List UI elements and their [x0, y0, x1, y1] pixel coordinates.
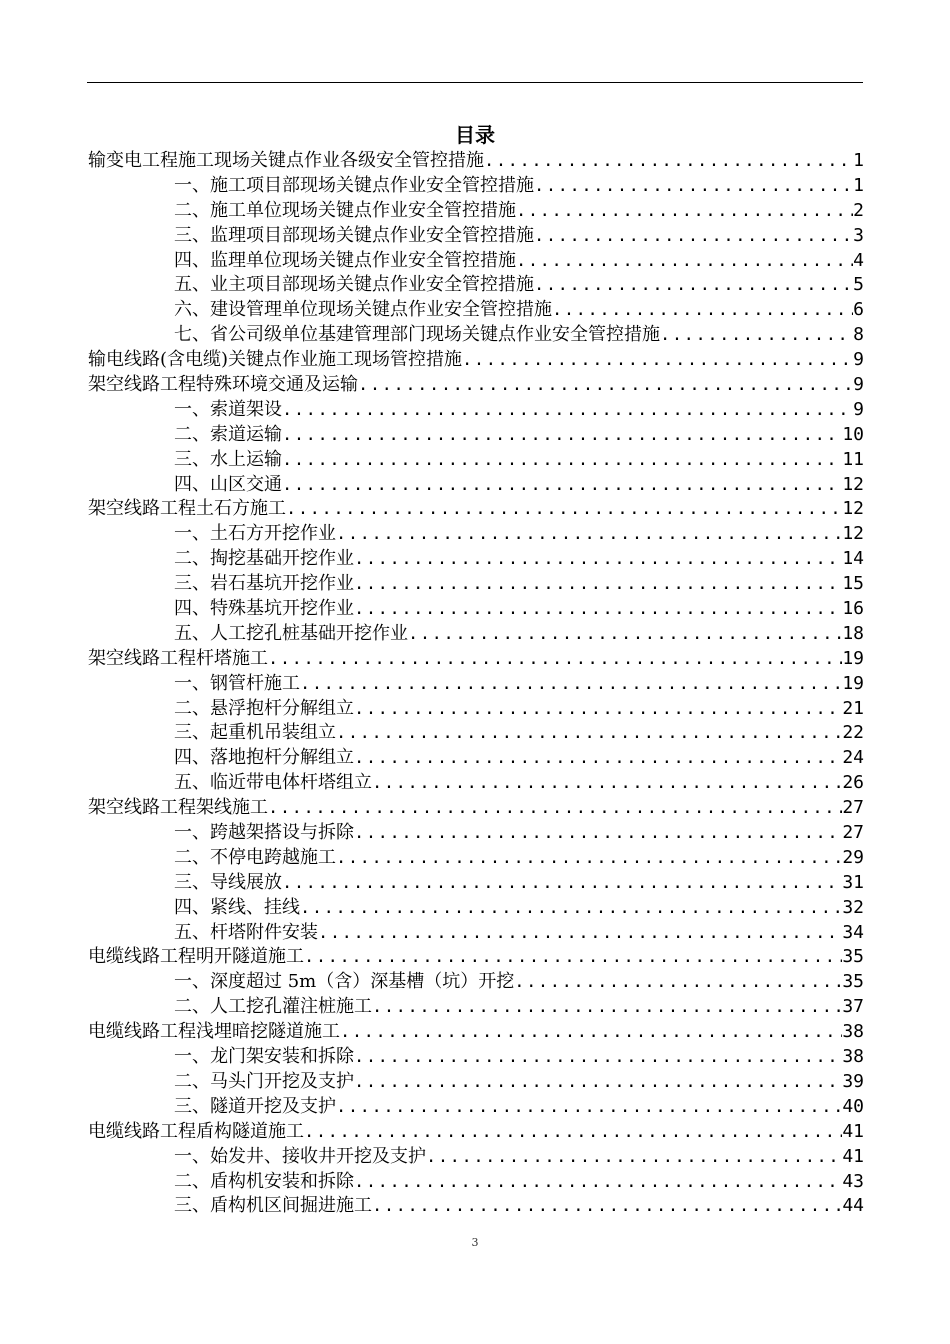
- toc-dot-leader: [336, 721, 842, 746]
- toc-entry-page: 29: [842, 846, 864, 868]
- toc-dot-leader: [372, 995, 842, 1020]
- toc-entry-page: 38: [842, 1046, 864, 1068]
- toc-entry-page: 27: [842, 797, 864, 819]
- toc-entry-page: 9: [853, 374, 864, 395]
- toc-chapter-entry[interactable]: [88, 497, 864, 522]
- header-rule: [87, 82, 863, 83]
- toc-dot-leader: [354, 821, 842, 846]
- toc-section-entry[interactable]: [88, 1045, 864, 1070]
- toc-entry-page: 16: [842, 598, 864, 620]
- toc-chapter-entry[interactable]: [88, 647, 864, 672]
- toc-entry-title: 架空线路工程杆塔施工: [88, 647, 268, 669]
- toc-section-entry[interactable]: [88, 921, 864, 946]
- toc-chapter-entry[interactable]: [88, 149, 864, 174]
- toc-entry-page: 27: [842, 822, 864, 844]
- toc-dot-leader: [282, 423, 842, 448]
- toc-entry-page: 5: [853, 274, 864, 296]
- toc-section-entry[interactable]: [88, 821, 864, 846]
- toc-dot-leader: [286, 497, 842, 522]
- toc-section-entry[interactable]: [88, 672, 864, 697]
- toc-entry-page: 26: [842, 772, 864, 794]
- toc-dot-leader: [372, 771, 842, 796]
- toc-dot-leader: [552, 298, 853, 323]
- toc-dot-leader: [516, 199, 853, 224]
- toc-entry-page: 9: [853, 398, 864, 420]
- toc-dot-leader: [282, 398, 853, 423]
- toc-entry-page: 41: [842, 1145, 864, 1167]
- toc-dot-leader: [372, 1194, 842, 1219]
- toc-entry-page: 35: [842, 971, 864, 993]
- toc-dot-leader: [534, 174, 853, 199]
- toc-dot-leader: [336, 1095, 842, 1120]
- toc-entry-title: 三、岩石基坑开挖作业: [174, 573, 354, 595]
- toc-section-entry[interactable]: [88, 597, 864, 622]
- toc-entry-page: 12: [842, 498, 864, 520]
- toc-section-entry[interactable]: [88, 846, 864, 871]
- toc-section-entry[interactable]: [88, 448, 864, 473]
- toc-dot-leader: [408, 622, 842, 647]
- page-number: 3: [471, 1236, 479, 1249]
- toc-dot-leader: [516, 249, 853, 274]
- toc-entry-page: 21: [842, 697, 864, 719]
- toc-dot-leader: [336, 522, 842, 547]
- toc-section-entry[interactable]: [88, 298, 864, 323]
- toc-entry-page: 19: [842, 647, 864, 669]
- toc-section-entry[interactable]: [88, 398, 864, 423]
- toc-dot-leader: [336, 846, 842, 871]
- toc-entry-title: 一、跨越架搭设与拆除: [174, 822, 354, 844]
- toc-chapter-entry[interactable]: [88, 946, 864, 971]
- toc-entry-title: 六、建设管理单位现场关键点作业安全管控措施: [174, 299, 552, 321]
- toc-dot-leader: [268, 796, 842, 821]
- toc-entry-page: 10: [842, 423, 864, 445]
- toc-chapter-entry[interactable]: [88, 1020, 864, 1045]
- toc-dot-leader: [354, 697, 842, 722]
- toc-dot-leader: [514, 970, 842, 995]
- toc-dot-leader: [268, 647, 842, 672]
- toc-entry-page: 43: [842, 1170, 864, 1192]
- toc-dot-leader: [358, 373, 853, 398]
- toc-section-entry[interactable]: [88, 896, 864, 921]
- toc-dot-leader: [354, 572, 842, 597]
- toc-entry-page: 40: [842, 1095, 864, 1117]
- toc-entry-page: 9: [853, 349, 864, 371]
- toc-dot-leader: [300, 896, 842, 921]
- toc-entry-title: 电缆线路工程浅埋暗挖隧道施工: [88, 1021, 340, 1043]
- toc-entry-page: 34: [842, 921, 864, 943]
- toc-entry-title: 四、紧线、挂线: [174, 896, 300, 918]
- toc-entry-title: 架空线路工程特殊环境交通及运输: [88, 374, 358, 395]
- toc-section-entry[interactable]: [88, 1194, 864, 1219]
- toc-section-entry[interactable]: [88, 273, 864, 298]
- toc-section-entry[interactable]: [88, 174, 864, 199]
- toc-section-entry[interactable]: [88, 995, 864, 1020]
- toc-entry-page: 39: [842, 1070, 864, 1092]
- toc-entry-page: 35: [842, 946, 864, 968]
- toc-entry-page: 8: [853, 324, 864, 346]
- toc-entry-title: 四、特殊基坑开挖作业: [174, 598, 354, 620]
- toc-entry-page: 32: [842, 896, 864, 918]
- toc-section-entry[interactable]: [88, 746, 864, 771]
- toc-entry-title: 一、土石方开挖作业: [174, 523, 336, 545]
- toc-section-entry[interactable]: [88, 323, 864, 348]
- toc-section-entry[interactable]: [88, 473, 864, 498]
- toc-section-entry[interactable]: [88, 697, 864, 722]
- toc-entry-page: 19: [842, 672, 864, 694]
- toc-dot-leader: [354, 547, 842, 572]
- toc-section-entry[interactable]: [88, 522, 864, 547]
- toc-entry-title: 三、监理项目部现场关键点作业安全管控措施: [174, 224, 534, 246]
- toc-section-entry[interactable]: [88, 547, 864, 572]
- toc-section-entry[interactable]: [88, 1095, 864, 1120]
- toc-chapter-entry[interactable]: [88, 1120, 864, 1145]
- toc-section-entry[interactable]: [88, 970, 864, 995]
- toc-section-entry[interactable]: [88, 771, 864, 796]
- toc-section-entry[interactable]: [88, 721, 864, 746]
- toc-title: 目录: [455, 123, 495, 147]
- toc-entry-title: 一、施工项目部现场关键点作业安全管控措施: [174, 174, 534, 196]
- toc-entry-title: 架空线路工程土石方施工: [88, 498, 286, 520]
- toc-entry-page: 3: [853, 224, 864, 246]
- toc-dot-leader: [462, 348, 853, 373]
- toc-section-entry[interactable]: [88, 622, 864, 647]
- toc-entry-page: 11: [842, 448, 864, 470]
- toc-dot-leader: [426, 1145, 842, 1170]
- toc-dot-leader: [354, 1170, 842, 1195]
- toc-entry-title: 三、起重机吊装组立: [174, 722, 336, 744]
- toc-section-entry[interactable]: [88, 199, 864, 224]
- toc-entry-title: 三、水上运输: [174, 448, 282, 470]
- toc-entry-page: 1: [853, 174, 864, 196]
- toc-dot-leader: [660, 323, 853, 348]
- toc-entry-title: 三、隧道开挖及支护: [174, 1095, 336, 1117]
- toc-section-entry[interactable]: [88, 249, 864, 274]
- toc-entry-title: 二、索道运输: [174, 423, 282, 445]
- toc-section-entry[interactable]: [88, 1070, 864, 1095]
- toc-entry-title: 一、钢管杆施工: [174, 672, 300, 694]
- toc-entry-page: 14: [842, 548, 864, 570]
- toc-section-entry[interactable]: [88, 1170, 864, 1195]
- toc-entry-title: 二、马头门开挖及支护: [174, 1070, 354, 1092]
- toc-entry-title: 五、临近带电体杆塔组立: [174, 772, 372, 794]
- toc-entry-title: 输变电工程施工现场关键点作业各级安全管控措施: [88, 149, 484, 171]
- toc-dot-leader: [534, 273, 853, 298]
- toc-entry-title: 电缆线路工程明开隧道施工: [88, 946, 304, 968]
- toc-entry-title: 二、盾构机安装和拆除: [174, 1170, 354, 1192]
- toc-entry-page: 22: [842, 722, 864, 744]
- toc-entry-title: 二、不停电跨越施工: [174, 846, 336, 868]
- toc-dot-leader: [354, 746, 842, 771]
- toc-entry-page: 24: [842, 747, 864, 769]
- toc-entry-page: 37: [842, 996, 864, 1018]
- toc-section-entry[interactable]: [88, 423, 864, 448]
- toc-entry-title: 四、监理单位现场关键点作业安全管控措施: [174, 249, 516, 271]
- toc-entry-page: 44: [842, 1195, 864, 1217]
- toc-entry-page: 38: [842, 1021, 864, 1043]
- toc-section-entry[interactable]: [88, 224, 864, 249]
- toc-entry-page: 12: [842, 473, 864, 495]
- toc-entry-title: 五、人工挖孔桩基础开挖作业: [174, 622, 408, 644]
- toc-entry-page: 18: [842, 622, 864, 644]
- toc-dot-leader: [354, 1045, 842, 1070]
- toc-entry-title: 一、龙门架安装和拆除: [174, 1046, 354, 1068]
- toc-dot-leader: [534, 224, 853, 249]
- toc-entry-title: 二、悬浮抱杆分解组立: [174, 697, 354, 719]
- toc-entry-title: 一、索道架设: [174, 398, 282, 420]
- toc-entry-title: 二、掏挖基础开挖作业: [174, 548, 354, 570]
- toc-entry-page: 31: [842, 871, 864, 893]
- toc-entry-page: 6: [853, 299, 864, 321]
- toc-entry-title: 架空线路工程架线施工: [88, 797, 268, 819]
- toc-entry-title: 一、始发井、接收井开挖及支护: [174, 1145, 426, 1167]
- toc-entry-title: 四、落地抱杆分解组立: [174, 747, 354, 769]
- toc-entry-title: 五、业主项目部现场关键点作业安全管控措施: [174, 274, 534, 296]
- toc-dot-leader: [304, 945, 842, 970]
- toc-entry-title: 输电线路(含电缆)关键点作业施工现场管控措施: [88, 349, 463, 371]
- toc-dot-leader: [318, 921, 842, 946]
- toc-dot-leader: [484, 149, 853, 174]
- toc-entry-page: 2: [853, 199, 864, 221]
- toc-entry-title: 四、山区交通: [174, 473, 282, 495]
- toc-entry-title: 二、人工挖孔灌注桩施工: [174, 996, 372, 1018]
- toc-entry-title: 五、杆塔附件安装: [174, 921, 318, 943]
- toc-entry-title: 电缆线路工程盾构隧道施工: [88, 1120, 304, 1142]
- toc-chapter-entry[interactable]: [88, 348, 864, 373]
- toc-dot-leader: [354, 1070, 842, 1095]
- toc-entry-page: 1: [853, 149, 864, 171]
- toc-section-entry[interactable]: [88, 572, 864, 597]
- toc-dot-leader: [282, 473, 842, 498]
- table-of-contents: [88, 149, 864, 1219]
- toc-section-entry[interactable]: [88, 871, 864, 896]
- toc-entry-title: 三、盾构机区间掘进施工: [174, 1195, 372, 1217]
- toc-entry-title: 一、深度超过 5m（含）深基槽（坑）开挖: [174, 971, 515, 993]
- toc-dot-leader: [340, 1020, 842, 1045]
- toc-entry-page: 12: [842, 523, 864, 545]
- toc-section-entry[interactable]: [88, 1145, 864, 1170]
- toc-chapter-entry[interactable]: [88, 373, 864, 398]
- toc-entry-title: 二、施工单位现场关键点作业安全管控措施: [174, 199, 516, 221]
- toc-entry-page: 4: [853, 249, 864, 271]
- toc-dot-leader: [282, 448, 842, 473]
- toc-dot-leader: [282, 871, 842, 896]
- toc-chapter-entry[interactable]: [88, 796, 864, 821]
- toc-entry-page: 15: [842, 573, 864, 595]
- toc-entry-title: 三、导线展放: [174, 871, 282, 893]
- toc-dot-leader: [354, 597, 842, 622]
- toc-entry-title: 七、省公司级单位基建管理部门现场关键点作业安全管控措施: [174, 324, 660, 346]
- toc-dot-leader: [300, 672, 842, 697]
- toc-entry-page: 41: [842, 1120, 864, 1142]
- toc-dot-leader: [304, 1120, 842, 1145]
